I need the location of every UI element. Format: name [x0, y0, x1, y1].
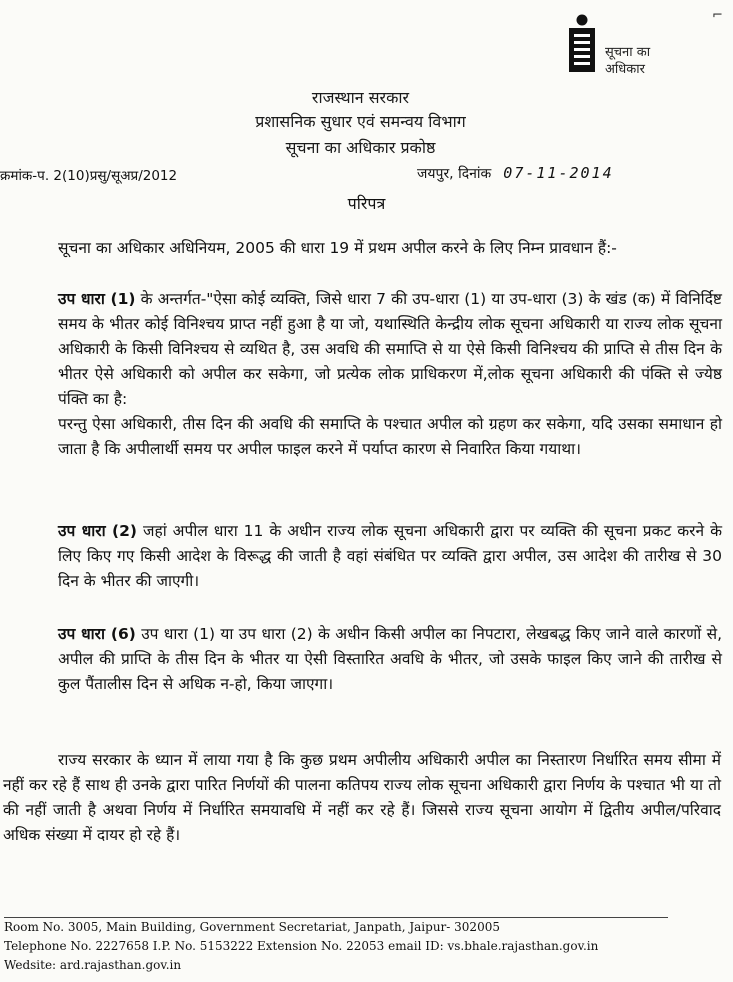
subsection-2 — [58, 519, 722, 594]
footer-contact: Telephone No. 2227658 I.P. No. 5153222 Extension No. 22053 email ID: vs.bhale.rajasthan.gov.in — [4, 939, 599, 953]
rti-logo — [567, 14, 677, 84]
subsection-6 — [58, 622, 722, 697]
subsection-2-label: उप धारा (2) — [58, 522, 138, 540]
header-cell: सूचना का अधिकार प्रकोष्ठ — [285, 138, 436, 157]
rti-logo-line2: अधिकार — [605, 62, 645, 77]
dateline — [417, 164, 614, 183]
rti-logo-line1: सूचना का — [605, 45, 651, 60]
date-label: जयपुर, दिनांक — [417, 166, 492, 182]
document-title: परिपत्र — [347, 194, 386, 213]
header-department: प्रशासनिक सुधार एवं समन्वय विभाग — [255, 112, 466, 131]
footer-address: Room No. 3005, Main Building, Government Secretariat, Janpath, Jaipur- 302005 — [4, 920, 500, 934]
footer-divider — [4, 917, 668, 918]
closing-paragraph: राज्य सरकार के ध्यान में लाया गया है कि कुछ प्रथम अपीलीय अधिकारी अपील का निस्तारण निर्धारित समय सीमा में नहीं कर रहे हैं साथ ही उनके द्वारा पारित निर्णयों की पालना कतिपय राज्य लोक सूचना अधिकारी द्वारा निर्णय के पश्चात भी या तो की नहीं जाती है अथवा निर्णय में निर्धारित समयावधि में नहीं कर रहे हैं। जिससे राज्य सूचना आयोग में द्वितीय अपील/परिवाद अधिक संख्या में दायर हो रहे हैं। — [3, 751, 721, 844]
reference-number: क्रमांक-प. 2(10)प्रसु/सूअप्र/2012 — [0, 168, 178, 184]
subsection-1-label: उप धारा (1) — [58, 290, 136, 308]
corner-mark: ⌐ — [712, 8, 723, 23]
subsection-2-text: जहां अपील धारा 11 के अधीन राज्य लोक सूचना अधिकारी द्वारा पर व्यक्ति की सूचना प्रकट करने के लिए किए गए किसी आदेश के विरूद्ध की जाती है वहां संबंधित पर व्यक्ति द्वारा अपील, उस आदेश की तारीख से 30 दिन के भीतर की जाएगी। — [58, 522, 722, 590]
subsection-6-text: उप धारा (1) या उप धारा (2) के अधीन किसी अपील का निपटारा, लेखबद्ध किए जाने वाले कारणों से, अपील की प्राप्ति के तीस दिन के भीतर या ऐसी विस्तारित अवधि के भीतर, जो उसके फाइल किए जाने की तारीख से कुल पैंतालीस दिन से अधिक न-हो, किया जाएगा। — [58, 625, 722, 693]
footer-website: Wedsite: ard.rajasthan.gov.in — [4, 958, 182, 972]
subsection-1 — [58, 287, 722, 462]
subsection-1-text: के अन्तर्गत-"ऐसा कोई व्यक्ति, जिसे धारा 7 की उप-धारा (1) या उप-धारा (3) के खंड (क) में विनिर्दिष्ट समय के भीतर कोई विनिश्चय प्राप्त नहीं हुआ है या जो, यथास्थिति केन्द्रीय लोक सूचना अधिकारी या राज्य लोक सूचना अधिकारी के किसी विनिश्चय से व्यथित है, उस अवधि की समाप्ति से या ऐसे किसी विनिश्चय की प्राप्ति से तीस दिन के भीतर ऐसे अधिकारी को अपील कर सकेगा, जो प्रत्येक लोक प्राधिकरण में,लोक सूचना अधिकारी की पंक्ति से ज्येष्ठ पंक्ति का है: — [58, 290, 722, 408]
rti-logo-icon — [567, 14, 597, 74]
intro-paragraph: सूचना का अधिकार अधिनियम, 2005 की धारा 19 में प्रथम अपील करने के लिए निम्न प्रावधान हैं:- — [58, 239, 617, 257]
date-value: 07-11-2014 — [503, 164, 614, 182]
header-govt: राजस्थान सरकार — [311, 88, 410, 107]
rti-logo-text — [605, 44, 650, 78]
subsection-6-label: उप धारा (6) — [58, 625, 136, 643]
subsection-1-proviso: परन्तु ऐसा अधिकारी, तीस दिन की अवधि की समाप्ति के पश्चात अपील को ग्रहण कर सकेगा, यदि उसका समाधान हो जाता है कि अपीलार्थी समय पर अपील फाइल करने में पर्याप्त कारण से निवारित किया गयाथा। — [58, 415, 722, 458]
